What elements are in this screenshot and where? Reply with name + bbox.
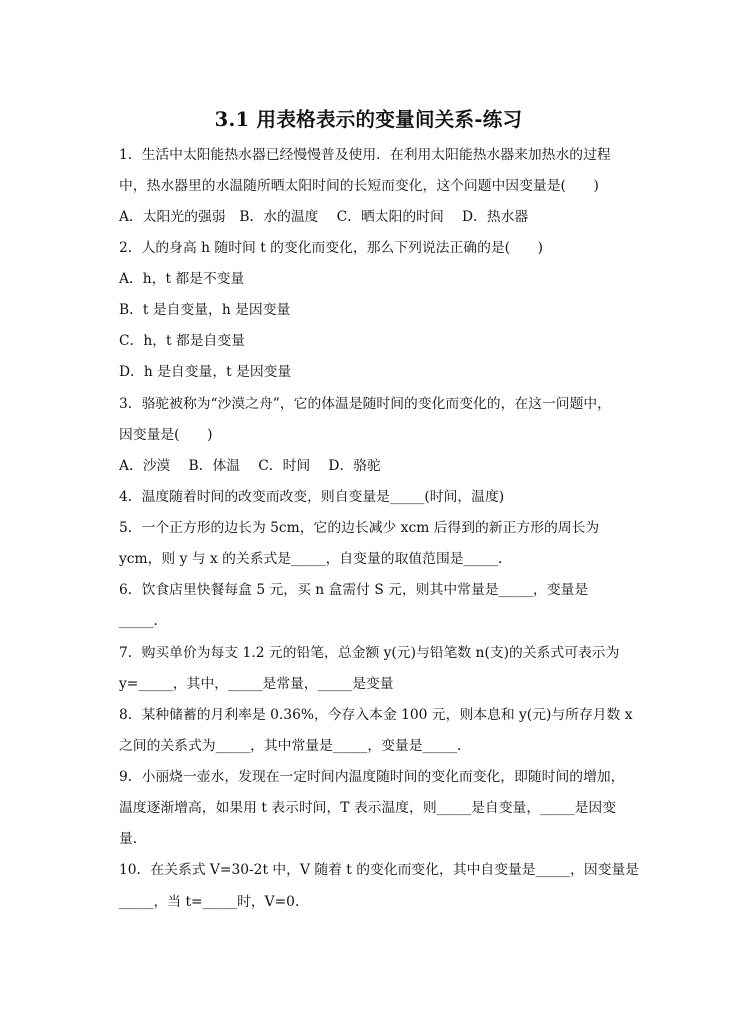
question-6-line-1: 6．饮食店里快餐每盒 5 元，买 n 盒需付 S 元，则其中常量是_____，变量是: [119, 582, 589, 598]
question-9-line-3: 量．: [119, 831, 147, 847]
question-4-line-1: 4．温度随着时间的改变而改变，则自变量是_____(时间，温度): [119, 489, 505, 505]
question-8-line-1: 8．某种储蓄的月利率是 0.36%，今存入本金 100 元，则本息和 y(元)与所存月数 x: [119, 707, 633, 723]
question-3-options: A．沙漠 B．体温 C．时间 D．骆驼: [119, 458, 381, 474]
question-2-line-1: 2．人的身高 h 随时间 t 的变化而变化，那么下列说法正确的是( ): [119, 240, 544, 256]
page-title: 3.1 用表格表示的变量间关系-练习: [214, 108, 523, 131]
question-1-line-2: 中，热水器里的水温随所晒太阳时间的长短而变化，这个问题中因变量是( ): [119, 178, 599, 194]
question-2-option-d: D．h 是自变量，t 是因变量: [119, 364, 292, 380]
question-1-options: A．太阳光的强弱 B．水的温度 C．晒太阳的时间 D．热水器: [119, 209, 529, 225]
question-9-line-1: 9．小丽烧一壶水，发现在一定时间内温度随时间的变化而变化，即随时间的增加，: [119, 769, 625, 785]
question-10-line-1: 10．在关系式 V=30-2t 中，V 随着 t 的变化而变化，其中自变量是_____，因变量是: [119, 862, 640, 878]
question-3-line-1: 3．骆驼被称为“沙漠之舟”，它的体温是随时间的变化而变化的，在这一问题中，: [119, 396, 611, 412]
question-3-line-2: 因变量是( ): [119, 427, 213, 443]
question-2-option-c: C．h，t 都是自变量: [119, 333, 245, 349]
question-8-line-2: 之间的关系式为_____，其中常量是_____，变量是_____．: [119, 738, 471, 754]
question-7-line-1: 7．购买单价为每支 1.2 元的铅笔，总金额 y(元)与铅笔数 n(支)的关系式可表示为: [119, 645, 620, 661]
question-9-line-2: 温度逐渐增高，如果用 t 表示时间，T 表示温度，则_____是自变量，_____是因变: [119, 800, 616, 816]
question-10-line-2: _____，当 t=_____时，V=0．: [119, 894, 309, 910]
question-5-line-1: 5．一个正方形的边长为 5cm，它的边长减少 xcm 后得到的新正方形的周长为: [119, 520, 600, 536]
question-5-line-2: ycm，则 y 与 x 的关系式是_____，自变量的取值范围是_____．: [119, 551, 512, 567]
question-7-line-2: y=_____，其中，_____是常量，_____是变量: [119, 676, 394, 692]
question-2-option-a: A．h，t 都是不变量: [119, 271, 245, 287]
question-2-option-b: B．t 是自变量，h 是因变量: [119, 302, 291, 318]
question-6-line-2: _____．: [119, 613, 168, 629]
question-1-line-1: 1．生活中太阳能热水器已经慢慢普及使用．在利用太阳能热水器来加热水的过程: [119, 147, 611, 163]
